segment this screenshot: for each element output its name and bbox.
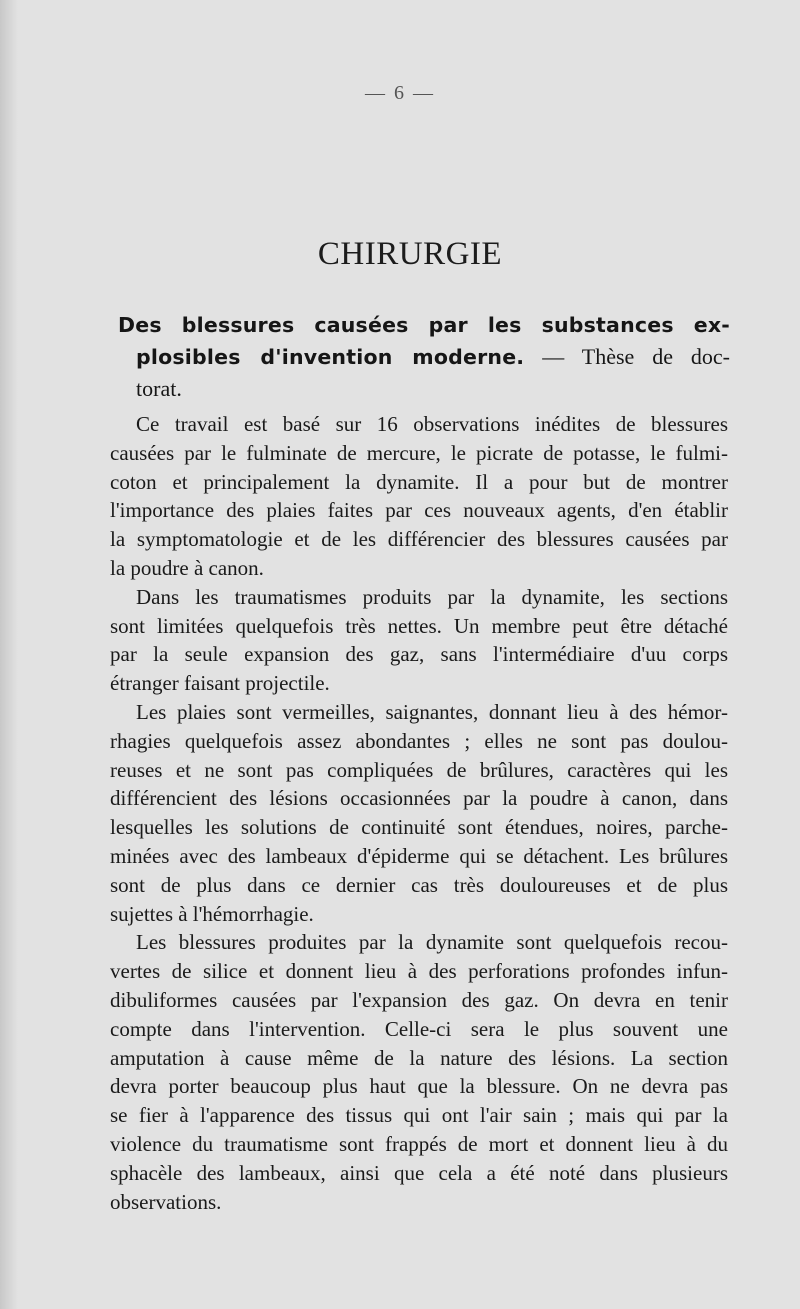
text-line: violence du traumatisme sont frappés de mort et donnent lieu à du — [110, 1131, 728, 1156]
paragraph — [110, 410, 728, 583]
text-line: compte dans l'intervention. Celle-ci sera le plus souvent une — [110, 1016, 728, 1041]
text-line: reuses et ne sont pas compliquées de brûlures, caractères qui les — [110, 757, 728, 782]
page-number: — 6 — — [365, 82, 435, 104]
text-line: Les blessures produites par la dynamite sont quelquefois recou- — [136, 930, 728, 955]
text-line: observations. — [110, 1189, 222, 1214]
text-line: sujettes à l'hémorrhagie. — [110, 901, 314, 926]
paragraph — [110, 698, 728, 928]
text-line: la poudre à canon. — [110, 555, 264, 580]
text-line: différencient des lésions occasionnées par la poudre à canon, dans — [110, 786, 728, 811]
text-line: Les plaies sont vermeilles, saignantes, donnant lieu à des hémor- — [136, 699, 728, 724]
text-line: minées avec des lambeaux d'épiderme qui se détachent. Les brûlures — [110, 843, 728, 868]
article-title-line-2-rest: — Thèse de doc- — [542, 344, 731, 369]
text-line: Ce travail est basé sur 16 observations inédites de blessures — [136, 412, 728, 436]
text-line: dibuliformes causées par l'expansion des gaz. On devra en tenir — [110, 987, 728, 1012]
article-title-line-3: torat. — [136, 376, 182, 401]
text-line: vertes de silice et donnent lieu à des perforations profondes infun- — [110, 959, 728, 984]
paragraph — [110, 928, 728, 1216]
text-line: l'importance des plaies faites par ces nouveaux agents, d'en établir — [110, 498, 728, 523]
article-body — [110, 410, 728, 1216]
text-line: sont limitées quelquefois très nettes. Un membre peut être détaché — [110, 613, 728, 638]
text-line: par la seule expansion des gaz, sans l'intermédiaire d'uu corps — [110, 642, 728, 667]
text-line: lesquelles les solutions de continuité sont étendues, noires, parche- — [110, 815, 728, 840]
text-line: devra porter beaucoup plus haut que la blessure. On ne devra pas — [110, 1074, 728, 1099]
article-title-line-2-bold: plosibles d'invention moderne. — [136, 345, 525, 369]
text-line: sont de plus dans ce dernier cas très douloureuses et de plus — [110, 872, 728, 897]
article-title-line-2 — [118, 341, 730, 373]
paragraph — [110, 583, 728, 698]
text-line: se fier à l'apparence des tissus qui ont l'air sain ; mais qui par la — [110, 1103, 728, 1128]
text-line: sphacèle des lambeaux, ainsi que cela a été noté dans plusieurs — [110, 1160, 728, 1185]
text-line: amputation à cause même de la nature des lésions. La section — [110, 1045, 728, 1070]
text-line: causées par le fulminate de mercure, le picrate de potasse, le fulmi- — [110, 440, 728, 465]
article-title — [118, 310, 730, 404]
page-edge-shadow — [0, 0, 18, 1309]
text-line: la symptomatologie et de les différencier des blessures causées par — [110, 527, 728, 552]
text-line: étranger faisant projectile. — [110, 671, 330, 696]
text-line: Dans les traumatismes produits par la dynamite, les sections — [136, 584, 728, 609]
text-line: rhagies quelquefois assez abondantes ; elles ne sont pas doulou- — [110, 728, 728, 753]
section-heading: CHIRURGIE — [317, 236, 503, 272]
article-title-line-1: Des blessures causées par les substances ex- — [118, 313, 730, 337]
text-line: coton et principalement la dynamite. Il a pour but de montrer — [110, 469, 728, 494]
